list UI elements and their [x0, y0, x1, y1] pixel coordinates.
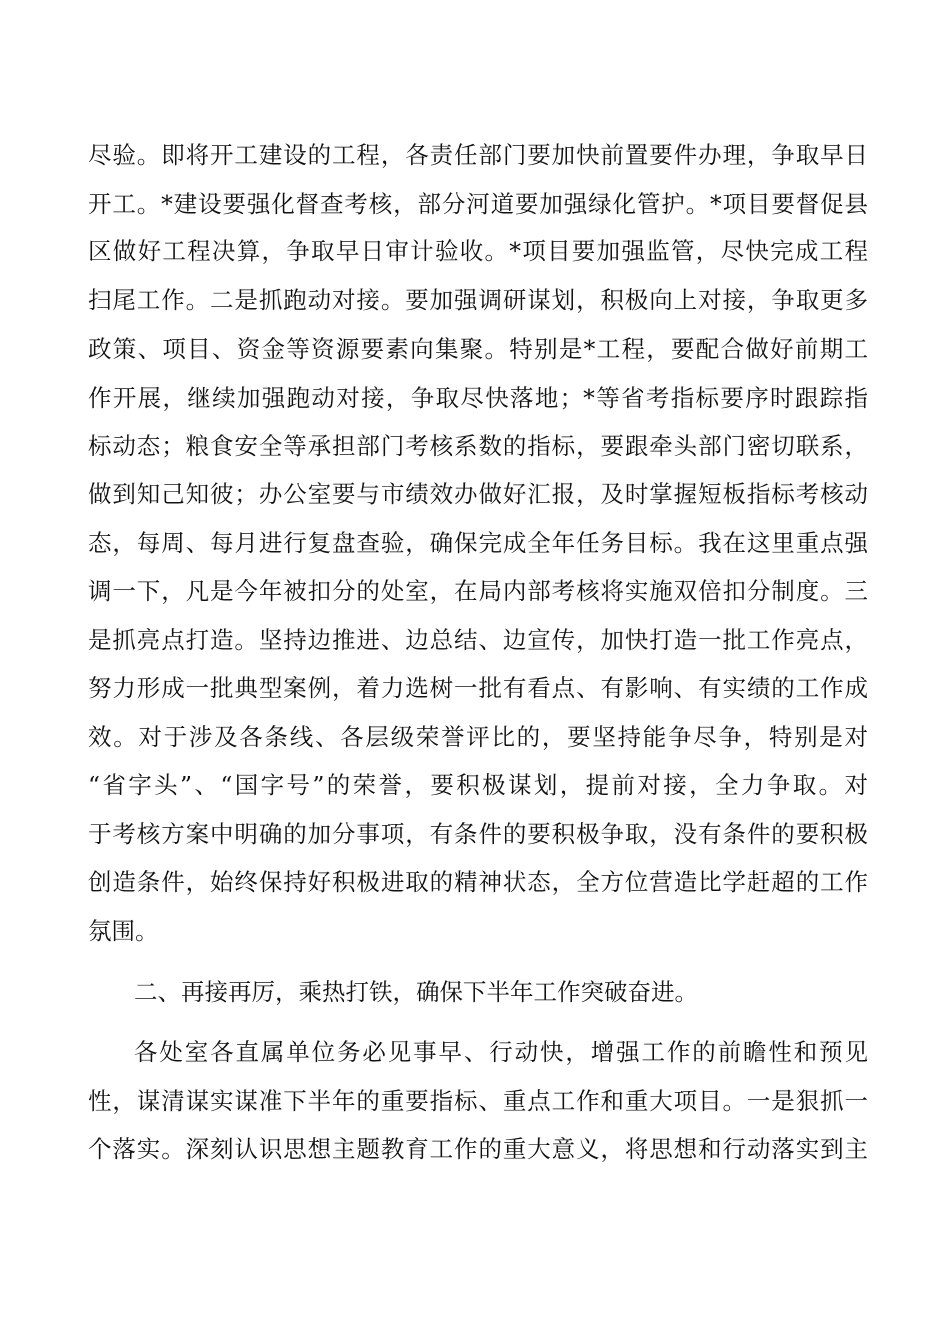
body-text-line: 标动态；粮食安全等承担部门考核系数的指标，要跟牵头部门密切联系， — [88, 432, 868, 460]
body-text-line: 努力形成一批典型案例，着力选树一批有看点、有影响、有实绩的工作成 — [88, 674, 868, 702]
body-text-line: 尽验。即将开工建设的工程，各责任部门要加快前置要件办理，争取早日 — [88, 141, 868, 169]
section-heading: 二、再接再厉，乘热打铁，确保下半年工作突破奋进。 — [134, 978, 698, 1006]
body-text-line: 开工。*建设要强化督查考核，部分河道要加强绿化管护。*项目要督促县 — [88, 190, 868, 218]
body-text-line: 性，谋清谋实谋准下半年的重要指标、重点工作和重大项目。一是狠抓一 — [88, 1087, 868, 1115]
body-text-line: 个落实。深刻认识思想主题教育工作的重大意义，将思想和行动落实到主 — [88, 1135, 868, 1163]
body-text-line: 作开展，继续加强跑动对接，争取尽快落地；*等省考指标要序时跟踪指 — [88, 384, 868, 412]
body-text-line: 创造条件，始终保持好积极进取的精神状态，全方位营造比学赶超的工作 — [88, 868, 868, 896]
body-text-line: 于考核方案中明确的加分事项，有条件的要积极争取，没有条件的要积极 — [88, 820, 868, 848]
body-text-line: 各处室各直属单位务必见事早、行动快，增强工作的前瞻性和预见 — [134, 1038, 868, 1066]
body-text-line: 扫尾工作。二是抓跑动对接。要加强调研谋划，积极向上对接，争取更多 — [88, 286, 868, 314]
body-text-line: 氛围。 — [88, 917, 159, 945]
body-text-line: 做到知己知彼；办公室要与市绩效办做好汇报，及时掌握短板指标考核动 — [88, 480, 868, 508]
body-text-line: “省字头”、“国字号”的荣誉，要积极谋划，提前对接，全力争取。对 — [88, 771, 868, 799]
body-text-line: 区做好工程决算，争取早日审计验收。*项目要加强监管，尽快完成工程 — [88, 237, 868, 265]
body-text-line: 效。对于涉及各条线、各层级荣誉评比的，要坚持能争尽争，特别是对 — [88, 723, 868, 751]
body-text-line: 调一下，凡是今年被扣分的处室，在局内部考核将实施双倍扣分制度。三 — [88, 577, 868, 605]
body-text-line: 态，每周、每月进行复盘查验，确保完成全年任务目标。我在这里重点强 — [88, 529, 868, 557]
body-text-line: 是抓亮点打造。坚持边推进、边总结、边宣传，加快打造一批工作亮点， — [88, 626, 868, 654]
body-text-line: 政策、项目、资金等资源要素向集聚。特别是*工程，要配合做好前期工 — [88, 335, 868, 363]
